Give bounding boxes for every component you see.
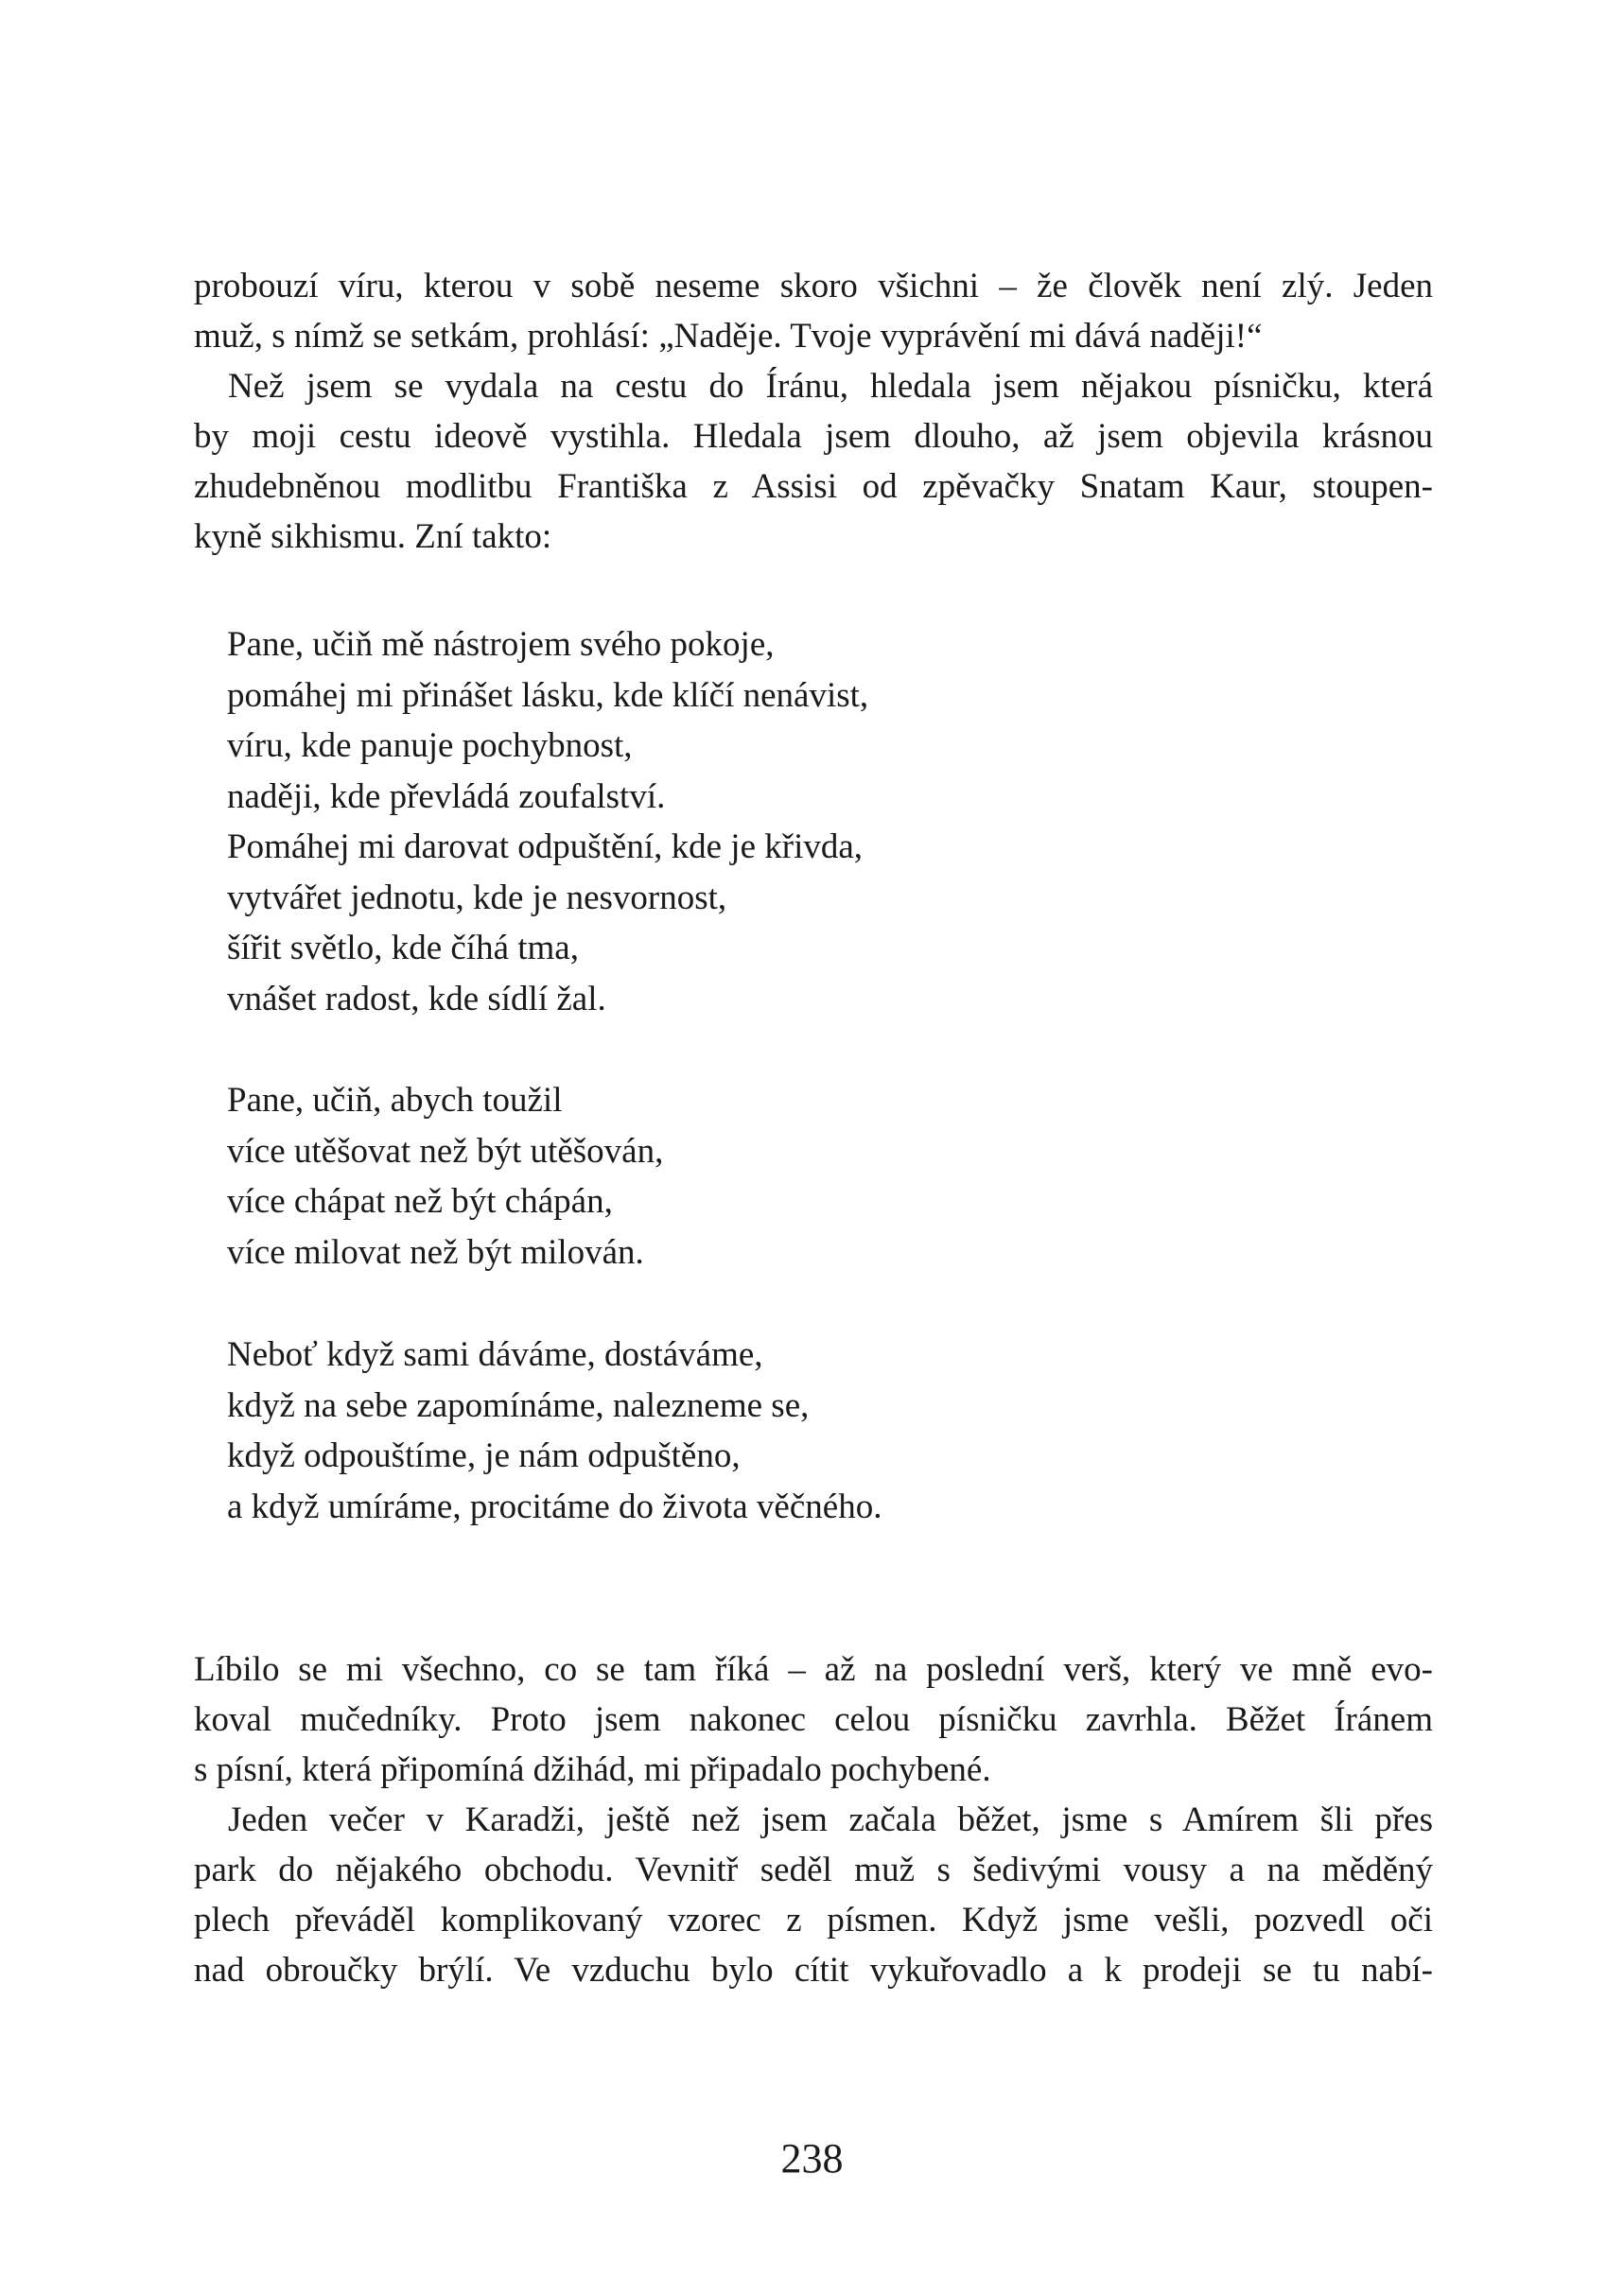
poem-line: více milovat než být milován.	[227, 1232, 644, 1272]
poem-line: více chápat než být chápán,	[227, 1182, 613, 1221]
text-line: Líbilo se mi všechno, co se tam říká – až na poslední verš, který ve mně evo-	[194, 1650, 1433, 1689]
text-line: kyně sikhismu. Zní takto:	[194, 517, 552, 556]
poem-line: a když umíráme, procitáme do života věčného.	[227, 1487, 882, 1526]
outro-paragraph-2	[194, 1795, 1433, 1995]
outro-text	[194, 1644, 1433, 1995]
poem-line: vnášet radost, kde sídlí žal.	[227, 979, 606, 1018]
poem-line: Neboť když sami dáváme, dostáváme,	[227, 1335, 763, 1374]
text-line: by moji cestu ideově vystihla. Hledala jsem dlouho, až jsem objevila krásnou	[194, 417, 1433, 456]
text-line: nad obroučky brýlí. Ve vzduchu bylo cítit vykuřovadlo a k prodeji se tu nabí-	[194, 1951, 1433, 1990]
text-line: Než jsem se vydala na cestu do Íránu, hledala jsem nějakou písničku, která	[228, 367, 1433, 406]
intro-paragraph-1	[194, 261, 1433, 361]
text-line: muž, s nímž se setkám, prohlásí: „Naděje. Tvoje vyprávění mi dává naději!“	[194, 317, 1263, 356]
poem-line: Pane, učiň mě nástrojem svého pokoje,	[227, 625, 775, 664]
intro-text	[194, 261, 1433, 562]
text-line: s písní, která připomíná džihád, mi připadalo pochybené.	[194, 1750, 991, 1789]
poem-line: více utěšovat než být utěšován,	[227, 1131, 664, 1171]
text-line: koval mučedníky. Proto jsem nakonec celou písničku zavrhla. Běžet Íránem	[194, 1700, 1433, 1739]
poem-line: naději, kde převládá zoufalství.	[227, 776, 666, 816]
poem-line: když na sebe zapomínáme, nalezneme se,	[227, 1385, 810, 1425]
page-number: 238	[780, 2135, 844, 2182]
text-line: probouzí víru, kterou v sobě neseme skoro všichni – že člověk není zlý. Jeden	[194, 267, 1433, 305]
poem-line: šířit světlo, kde číhá tma,	[227, 929, 579, 967]
poem-line: když odpouštíme, je nám odpuštěno,	[227, 1436, 741, 1475]
poem-line: pomáhej mi přinášet lásku, kde klíčí nenávist,	[227, 675, 869, 715]
poem-line: vytvářet jednotu, kde je nesvornost,	[227, 878, 727, 917]
poem-stanza-3	[227, 1330, 1362, 1532]
poem-line: víru, kde panuje pochybnost,	[227, 726, 633, 765]
text-line: plech převáděl komplikovaný vzorec z písmen. Když jsme vešli, pozvedl oči	[194, 1901, 1433, 1939]
text-line: park do nějakého obchodu. Vevnitř seděl muž s šedivými vousy a na měděný	[194, 1851, 1433, 1889]
poem-line: Pomáhej mi darovat odpuštění, kde je křivda,	[227, 827, 864, 866]
text-line: zhudebněnou modlitbu Františka z Assisi od zpěvačky Snatam Kaur, stoupen-	[194, 467, 1433, 506]
intro-paragraph-2	[194, 361, 1433, 562]
poem-stanza-1	[227, 619, 1362, 1024]
outro-paragraph-1	[194, 1644, 1433, 1795]
poem-stanza-2	[227, 1075, 1362, 1278]
text-line: Jeden večer v Karadži, ještě než jsem začala běžet, jsme s Amírem šli přes	[228, 1800, 1433, 1839]
poem-line: Pane, učiň, abych toužil	[227, 1081, 563, 1120]
